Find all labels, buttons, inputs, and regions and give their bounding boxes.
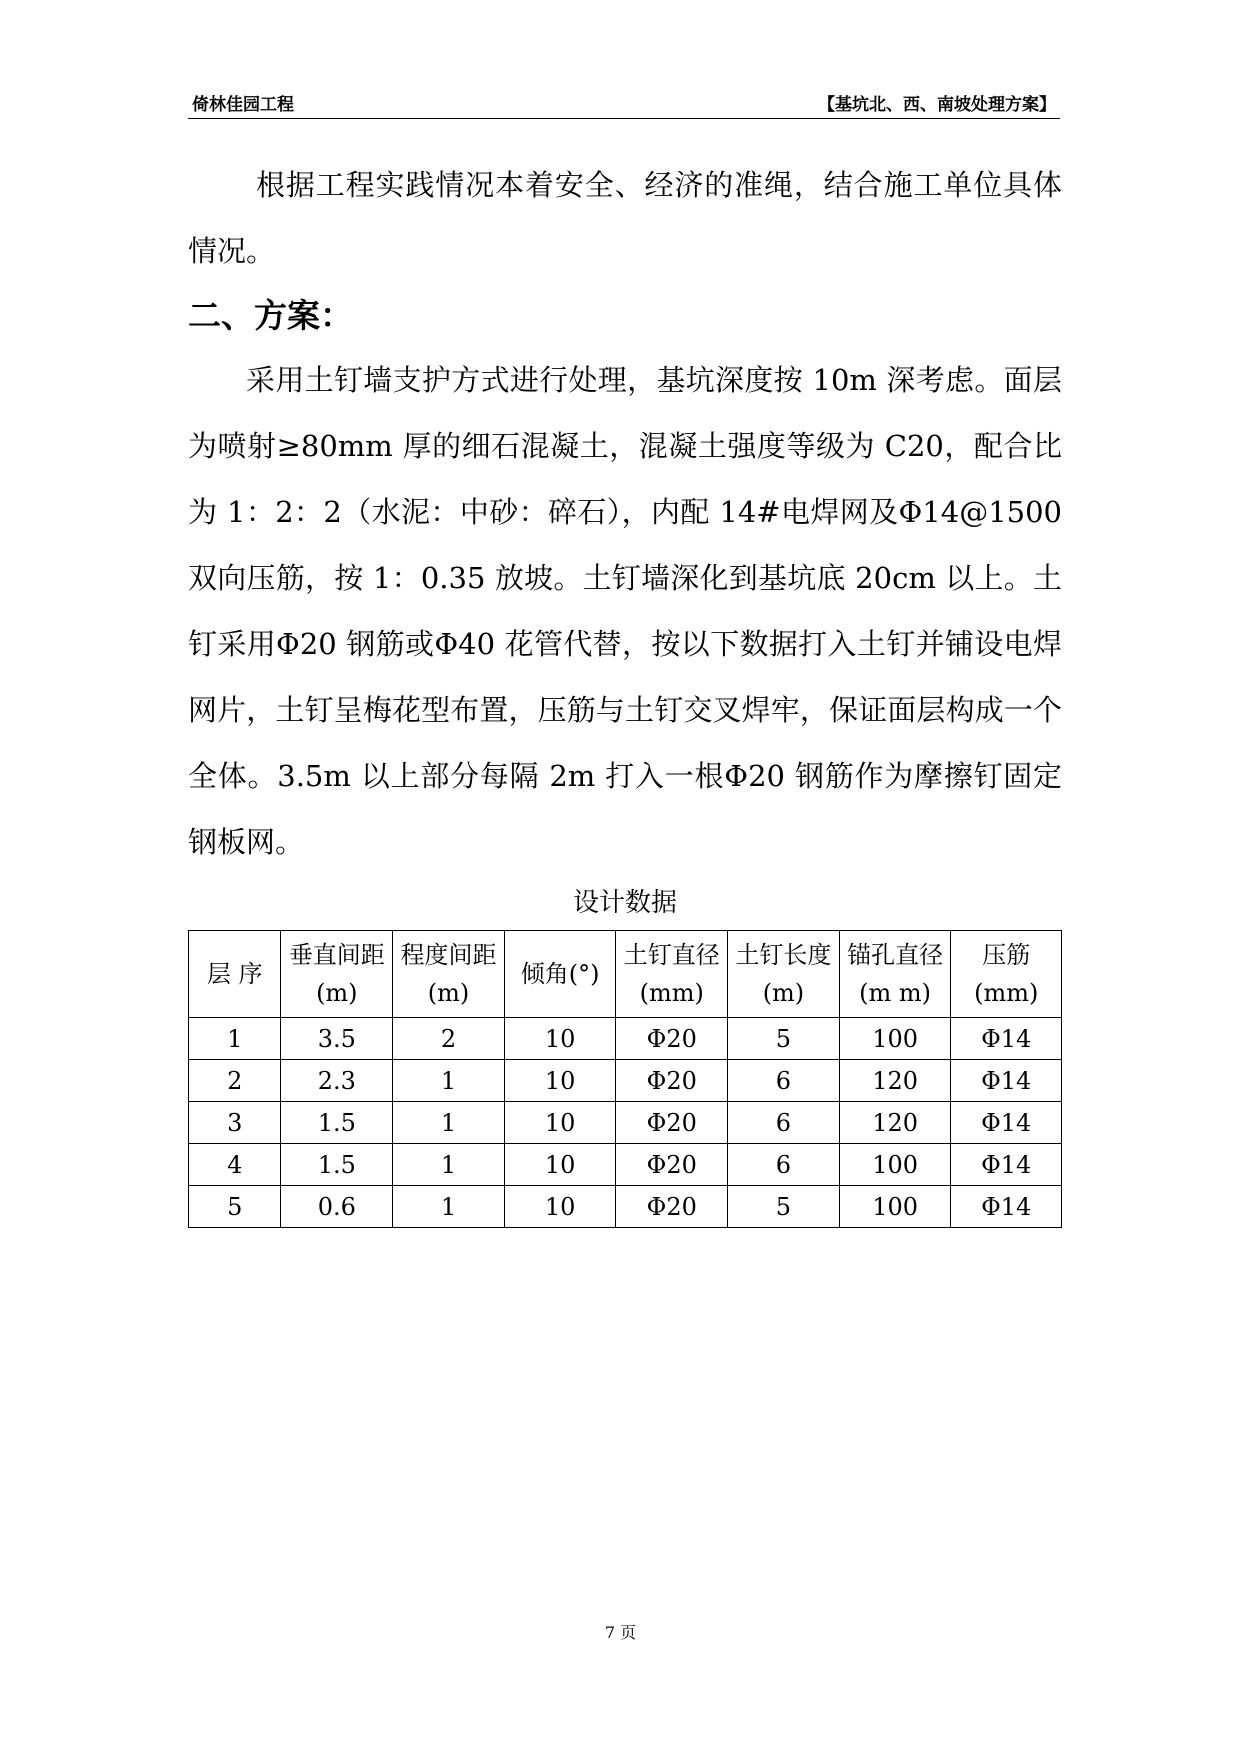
section-heading: 二、方案：: [188, 296, 353, 335]
page-number: 7 页: [604, 1623, 637, 1642]
table-row: [189, 1186, 1062, 1228]
table-row: [189, 1102, 1062, 1144]
table-cell: 10: [504, 1018, 616, 1060]
table-cell: Φ20: [616, 1060, 728, 1102]
table-cell: 1: [393, 1144, 505, 1186]
table-cell: 1: [393, 1186, 505, 1228]
table-cell: 2.3: [281, 1060, 393, 1102]
header-cell: 土钉长度(m): [728, 931, 840, 1018]
table-cell: 5: [189, 1186, 281, 1228]
table-row: [189, 1144, 1062, 1186]
table-row: [189, 1018, 1062, 1060]
table-cell: 1: [189, 1018, 281, 1060]
table-cell: Φ20: [616, 1144, 728, 1186]
table-cell: 0.6: [281, 1186, 393, 1228]
table-title: 设计数据: [572, 888, 677, 918]
table-cell: 1: [393, 1060, 505, 1102]
table-cell: 10: [504, 1144, 616, 1186]
design-data-table: [188, 930, 1062, 1228]
table-cell: 1: [393, 1102, 505, 1144]
table-cell: 1.5: [281, 1102, 393, 1144]
table-cell: Φ20: [616, 1102, 728, 1144]
table-cell: 5: [728, 1018, 840, 1060]
table-header-row: [189, 931, 1062, 1018]
table-cell: 3: [189, 1102, 281, 1144]
header-cell: 压筋 (mm): [951, 931, 1062, 1018]
table-cell: Φ14: [951, 1144, 1062, 1186]
header-cell: 垂直间距(m): [281, 931, 393, 1018]
table-cell: 10: [504, 1060, 616, 1102]
table-cell: 4: [189, 1144, 281, 1186]
table-cell: Φ20: [616, 1186, 728, 1228]
header-cell: 程度间距(m): [393, 931, 505, 1018]
header-cell: 层 序: [189, 931, 281, 1018]
table-cell: 6: [728, 1144, 840, 1186]
intro-paragraph: 根据工程实践情况本着安全、经济的准绳，结合施工单位具体情况。: [188, 168, 1062, 268]
header-cell: 倾角(°): [504, 931, 616, 1018]
table-cell: 10: [504, 1102, 616, 1144]
table-cell: 1.5: [281, 1144, 393, 1186]
method-paragraph: 采用土钉墙支护方式进行处理，基坑深度按 10m 深考虑。面层为喷射≥80mm 厚的细石混凝土，混凝土强度等级为 C20，配合比为 1：2：2（水泥：中砂：碎石），内配 14#电焊网及Φ14@1500 双向压筋，按 1：0.35 放坡。土钉墙深化到基坑底 20cm 以上。土钉采用Φ20 钢筋或Φ40 花管代替，按以下数据打入土钉并铺设电焊网片，土钉呈梅花型布置，压筋与土钉交叉焊牢，保证面层构成一个全体。3.5m 以上部分每隔 2m 打入一根Φ20 钢筋作为摩擦钉固定钢板网。: [188, 363, 1062, 859]
table-cell: 120: [839, 1060, 951, 1102]
table-cell: Φ14: [951, 1102, 1062, 1144]
table-cell: 2: [189, 1060, 281, 1102]
header-project-name: 倚林佳园工程: [192, 95, 294, 115]
table-cell: 10: [504, 1186, 616, 1228]
table-cell: Φ20: [616, 1018, 728, 1060]
table-cell: 100: [839, 1144, 951, 1186]
table-cell: 100: [839, 1186, 951, 1228]
header-cell: 土钉直径(mm): [616, 931, 728, 1018]
page-header: [188, 90, 1060, 119]
table-cell: 6: [728, 1102, 840, 1144]
table-cell: 2: [393, 1018, 505, 1060]
table-cell: 6: [728, 1060, 840, 1102]
table-cell: 100: [839, 1018, 951, 1060]
header-cell: 锚孔直径(m m): [839, 931, 951, 1018]
table-cell: Φ14: [951, 1018, 1062, 1060]
header-document-title: 【基坑北、西、南坡处理方案】: [818, 95, 1056, 115]
table-cell: 3.5: [281, 1018, 393, 1060]
table-cell: 120: [839, 1102, 951, 1144]
table-row: [189, 1060, 1062, 1102]
table-cell: Φ14: [951, 1186, 1062, 1228]
table-cell: 5: [728, 1186, 840, 1228]
table-cell: Φ14: [951, 1060, 1062, 1102]
